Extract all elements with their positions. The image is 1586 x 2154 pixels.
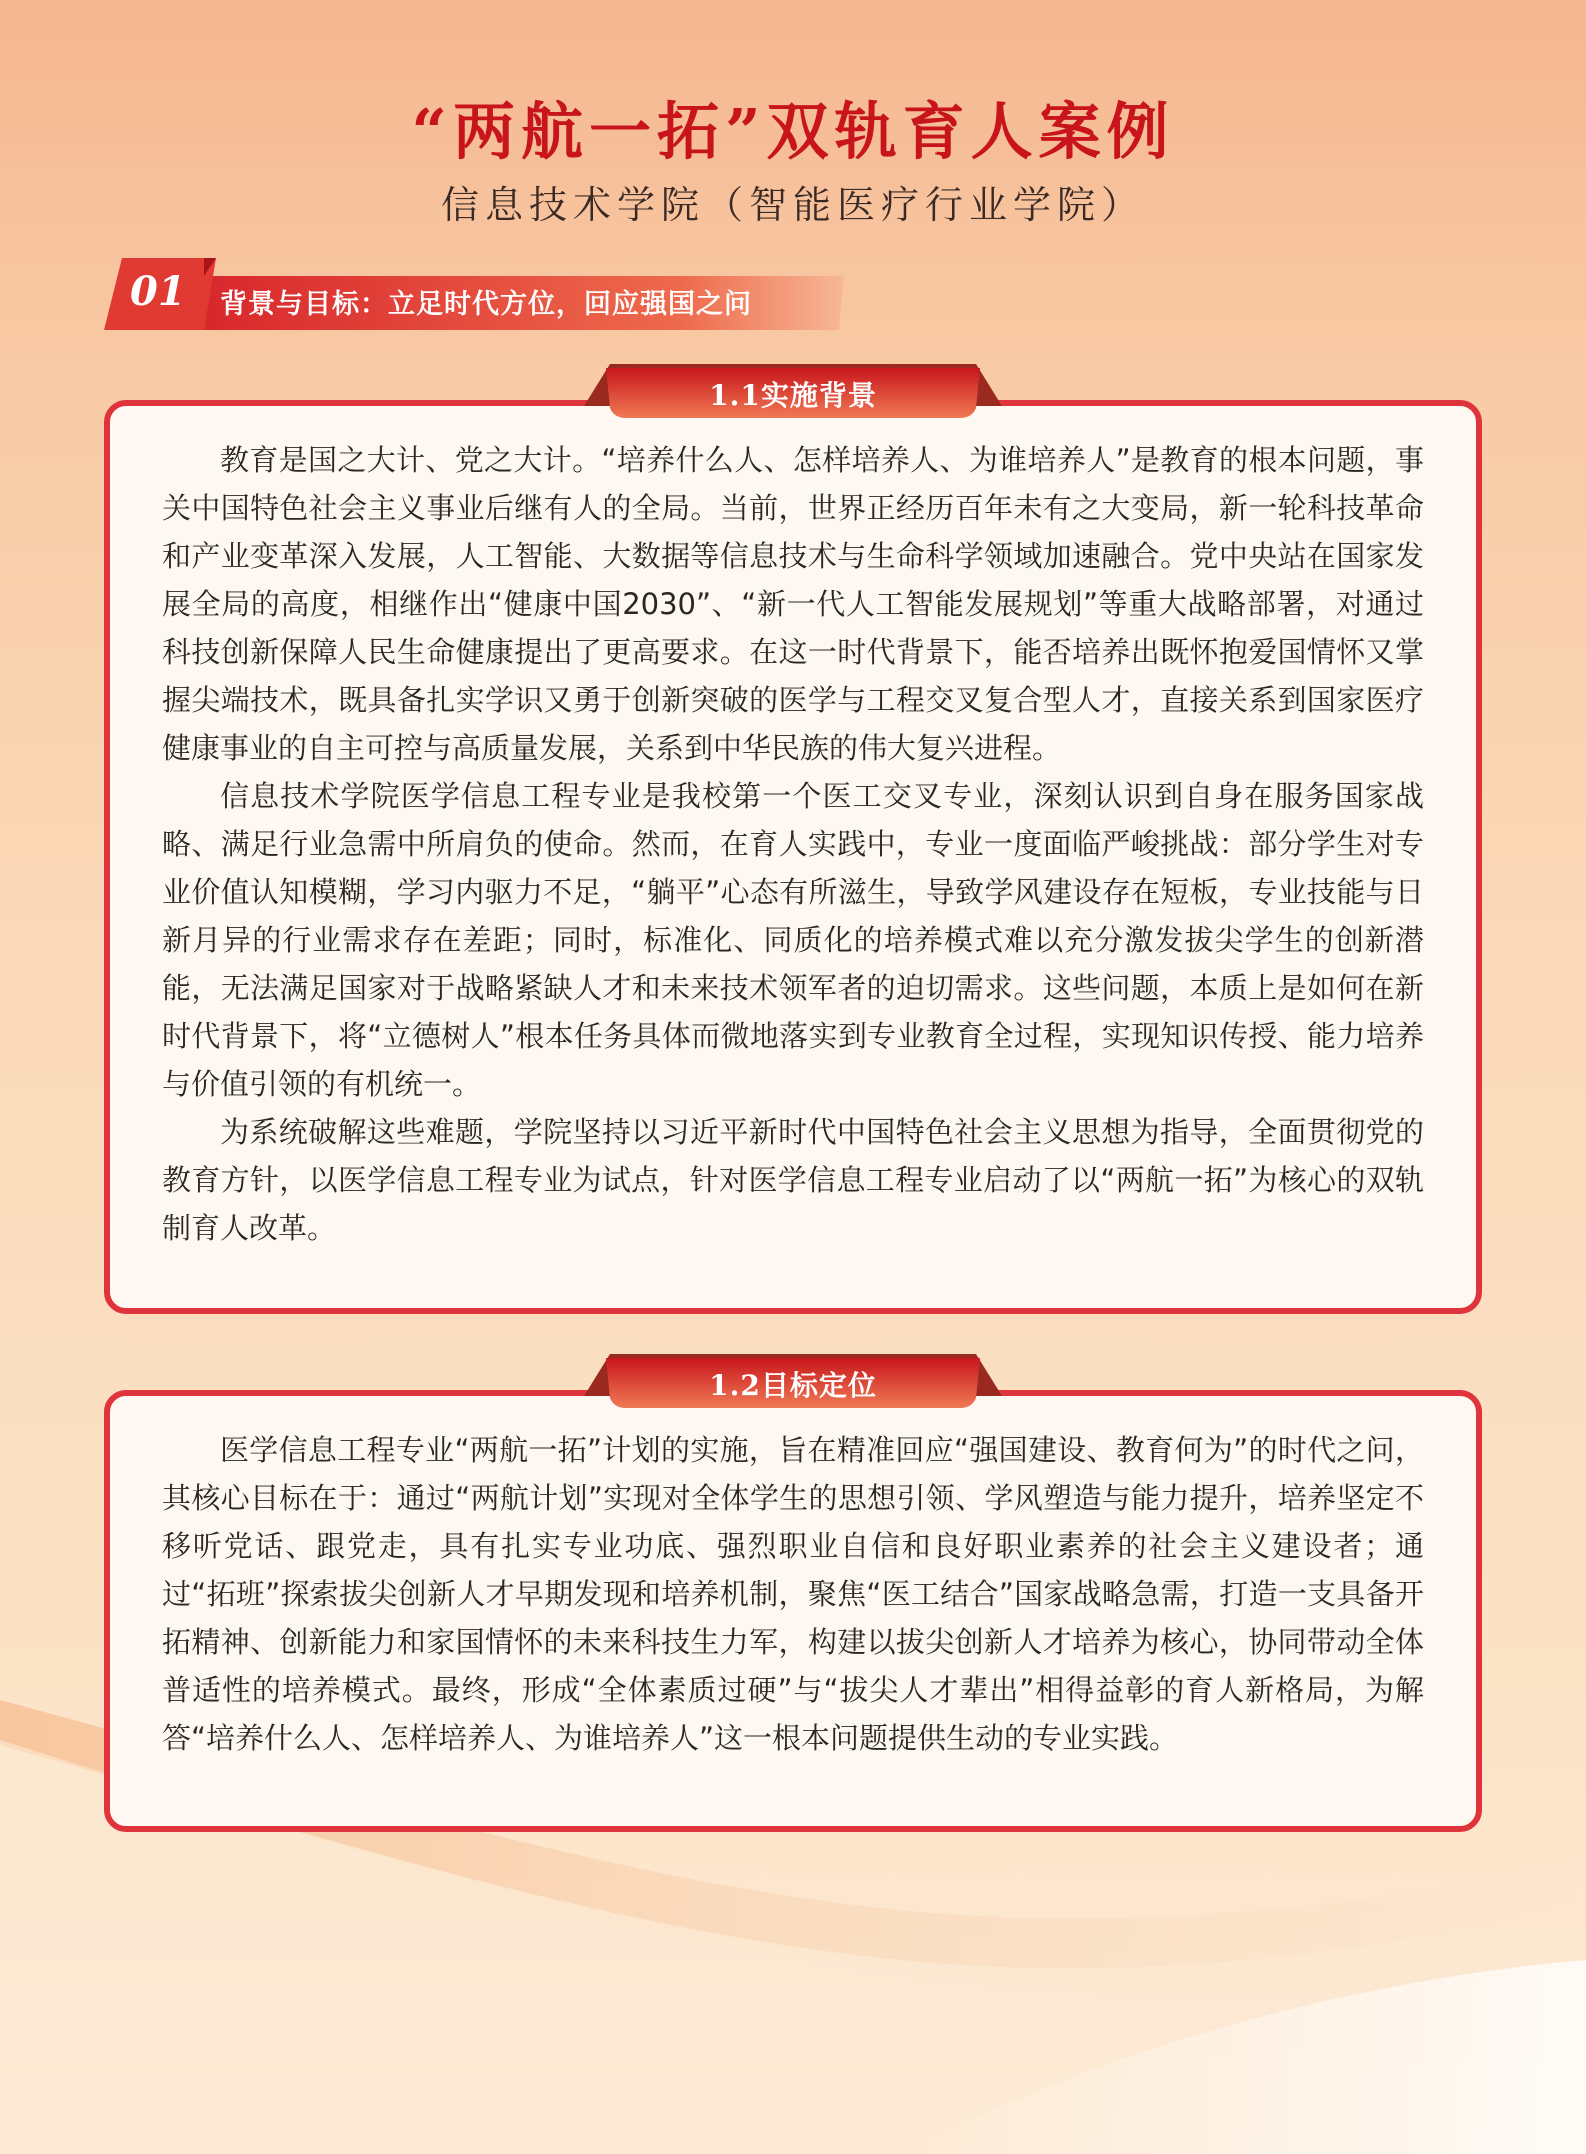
section-number: 01 xyxy=(130,268,186,315)
card-tab-label: 1.2目标定位 xyxy=(709,1369,877,1402)
card-tab-background xyxy=(584,364,1002,420)
goal-card xyxy=(104,1390,1482,1832)
paragraph: 信息技术学院医学信息工程专业是我校第一个医工交叉专业，深刻认识到自身在服务国家战略、满足行业急需中所肩负的使命。然而，在育人实践中，专业一度面临严峻挑战：部分学生对专业价值认知模糊，学习内驱力不足，“躺平”心态有所滋生，导致学风建设存在短板，专业技能与日新月异的行业需求存在差距；同时，标准化、同质化的培养模式难以充分激发拔尖学生的创新潜能，无法满足国家对于战略紧缺人才和未来技术领军者的迫切需求。这些问题，本质上是如何在新时代背景下，将“立德树人”根本任务具体而微地落实到专业教育全过程，实现知识传授、能力培养与价值引领的有机统一。 xyxy=(162,779,1424,1101)
card-tab-goal xyxy=(584,1354,1002,1410)
background-card xyxy=(104,400,1482,1314)
paragraph: 教育是国之大计、党之大计。“培养什么人、怎样培养人、为谁培养人”是教育的根本问题，事关中国特色社会主义事业后继有人的全局。当前，世界正经历百年未有之大变局，新一轮科技革命和产业变革深入发展，人工智能、大数据等信息技术与生命科学领域加速融合。党中央站在国家发展全局的高度，相继作出“健康中国2030”、“新一代人工智能发展规划”等重大战略部署，对通过科技创新保障人民生命健康提出了更高要求。在这一时代背景下，能否培养出既怀抱爱国情怀又掌握尖端技术，既具备扎实学识又勇于创新突破的医学与工程交叉复合型人才，直接关系到国家医疗健康事业的自主可控与高质量发展，关系到中华民族的伟大复兴进程。 xyxy=(162,443,1424,765)
paragraph: 医学信息工程专业“两航一拓”计划的实施，旨在精准回应“强国建设、教育何为”的时代之问，其核心目标在于：通过“两航计划”实现对全体学生的思想引领、学风塑造与能力提升，培养坚定不移听党话、跟党走，具有扎实专业功底、强烈职业自信和良好职业素养的社会主义建设者；通过“拓班”探索拔尖创新人才早期发现和培养机制，聚焦“医工结合”国家战略急需，打造一支具备开拓精神、创新能力和家国情怀的未来科技生力军，构建以拔尖创新人才培养为核心，协同带动全体普适性的培养模式。最终，形成“全体素质过硬”与“拔尖人才辈出”相得益彰的育人新格局，为解答“培养什么人、怎样培养人、为谁培养人”这一根本问题提供生动的专业实践。 xyxy=(162,1433,1424,1755)
page-subtitle: 信息技术学院（智能医疗行业学院） xyxy=(440,183,1145,227)
section-header xyxy=(104,258,844,334)
page-title: “两航一拓”双轨育人案例 xyxy=(411,95,1175,168)
section-title: 背景与目标：立足时代方位，回应强国之问 xyxy=(220,289,752,320)
card-tab-label: 1.1实施背景 xyxy=(709,379,877,412)
paragraph: 为系统破解这些难题，学院坚持以习近平新时代中国特色社会主义思想为指导，全面贯彻党的教育方针，以医学信息工程专业为试点，针对医学信息工程专业启动了以“两航一拓”为核心的双轨制育人改革。 xyxy=(162,1115,1424,1245)
